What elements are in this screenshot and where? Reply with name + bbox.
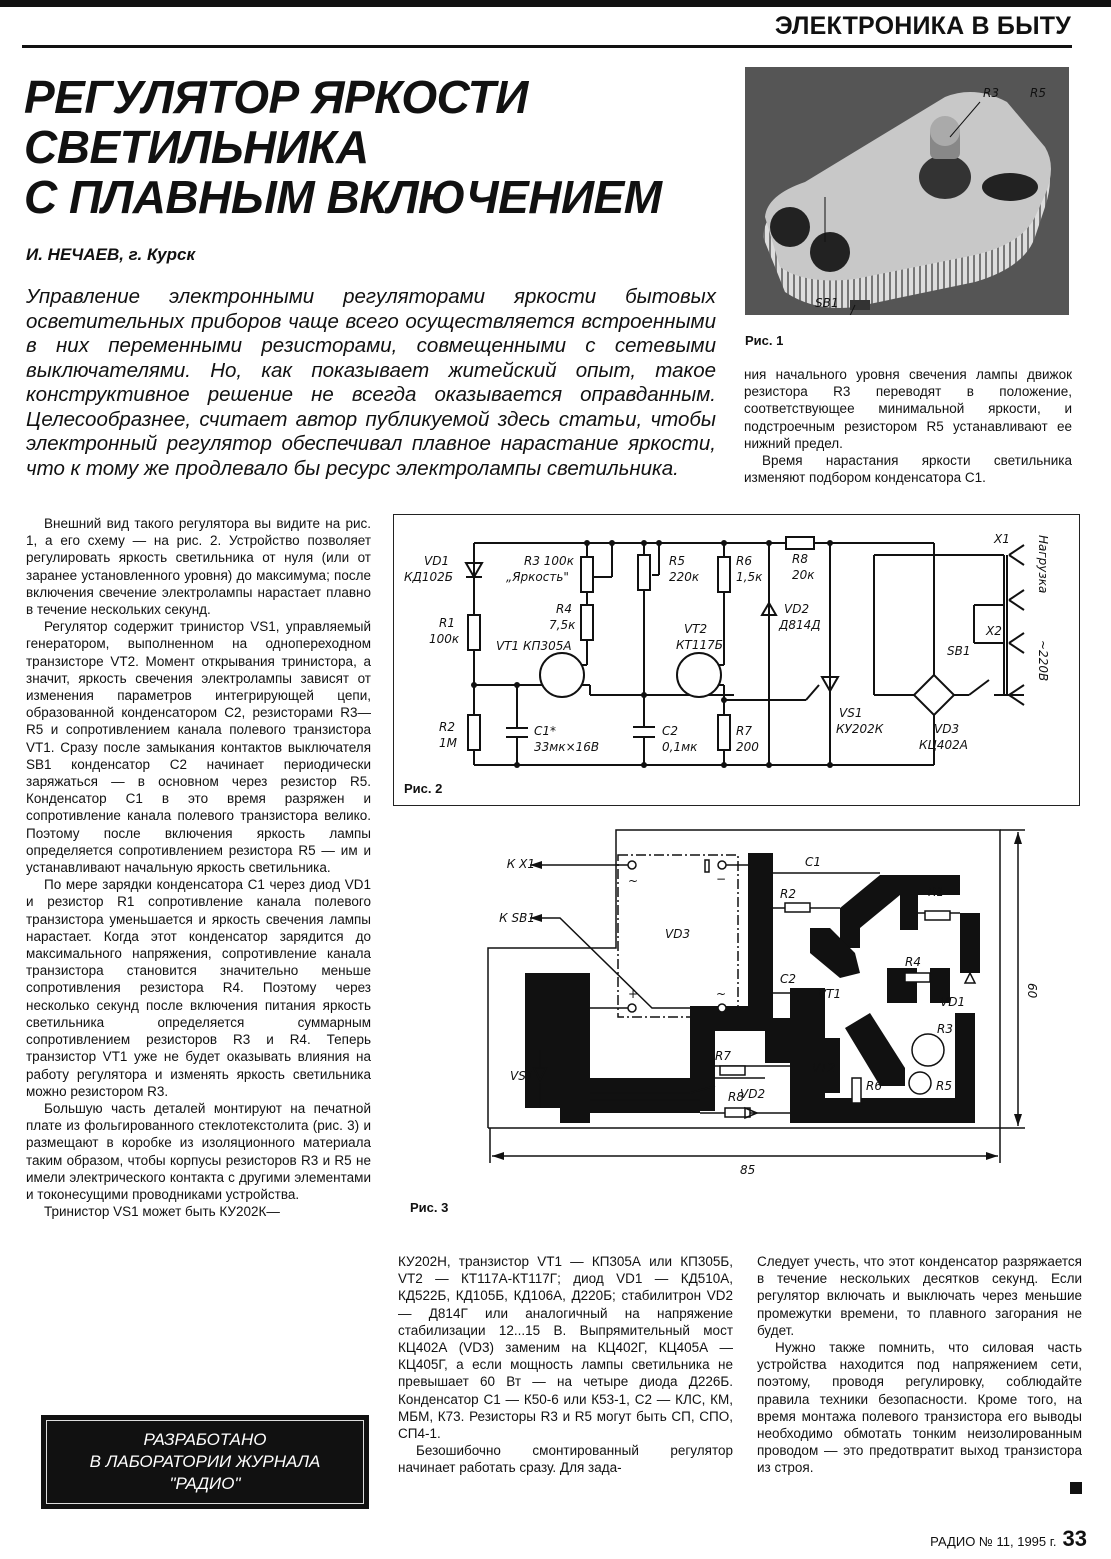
label-vt2-type: КТ117Б [676,638,723,652]
paragraph: Тринистор VS1 может быть КУ202К— [44,1204,280,1220]
paragraph: Безошибочно смонтированный регулятор начинает работать сразу. Для зада- [398,1443,733,1476]
device-photo [745,67,1069,315]
pcb-label-r3: R3 [937,1022,953,1036]
pcb-label-r5: R5 [936,1079,952,1093]
label-sb1: SB1 [947,644,971,658]
fig1-caption: Рис. 1 [745,333,784,348]
pcb-label-r4: R4 [905,955,921,969]
section-heading: ЭЛЕКТРОНИКА В БЫТУ [774,12,1071,40]
label-x1: X1 [994,532,1010,546]
paragraph: По мере зарядки конденсатора C1 через диод VD1 и резистор R1 сопротивление канала полевого транзистора уменьшается и яркость свечения лампы нарастает. Когда этот конденсатор зарядится до максимального напряжения, сопротивление канала транзистора становится значительно меньше сопротивления резистора R4. Поэтому через несколько секунд после включения питания яркость светильника определяется суммарным сопротивлением резисторов R3 и R4. Теперь транзистор VT1 уже не будет оказывать влияния на работу регулятора и изменять яркость светильника можно резистором R3. [26,877,371,1099]
left-column [26,515,371,1220]
resistor-r2-symbol [468,715,480,750]
label-vd1: VD1 [424,554,450,568]
header-rule [22,45,1072,48]
paragraph: Большую часть деталей монтируют на печатной плате из фольгированного стеклотекстолита (рис. 3) и размещают в коробке из изоляционного материала таким образом, чтобы корпусы резисторов R3 и R5 не имели электрического контакта с другими элементами и токонесущими проводниками устройства. [26,1100,371,1202]
fig3-caption: Рис. 3 [410,1200,449,1215]
paragraph: КУ202Н, транзистор VT1 — КП305А или КП305Б, VT2 — КТ117А-КТ117Г; диод VD1 — КД510А, КД522Б, КД105Б, КД106А, Д220Б; стабилитрон VD2 — Д814Г или аналогичный на напряжение стабилизации 12...15 В. Выпрямительный мост КЦ402А (VD3) заменим на КЦ402Г, КЦ405А — КЦ405Г, а если мощность лампы светильника не превышает 60 Вт — на четыре диода Д226Б. Конденсатор C1 — К50-6 или К53-1, C2 — КЛС, КМ, МБМ, К73. Резисторы R3 и R5 могут быть СП, СПО, СП4-1. [398,1254,733,1442]
label-r5: R5 [669,554,685,568]
pcb-label-vs1: VS1 [510,1069,534,1083]
resistor-r7-symbol [718,715,730,750]
transistor-vt2-symbol [677,653,721,697]
resistor-r4-symbol [581,605,593,640]
pcb-label-vt2: VT2 [812,1061,836,1075]
page-number: 33 [1062,1526,1087,1551]
label-r2: R2 [439,720,455,734]
trimmer-r5-symbol [638,555,650,590]
pcb-layout [400,828,1040,1228]
bridge-vd3-symbol [914,675,954,715]
paragraph: Следует учесть, что этот конденсатор разряжается в течение нескольких десятков секунд. Если регулятор включать и выключать через меньшие промежутки времени, то плавного загорания не будет. [757,1254,1082,1338]
label-r3-name: „Яркость" [506,570,569,584]
label-r4: R4 [556,602,572,616]
pcb-drawing [400,828,1040,1228]
right-column [757,1253,1082,1477]
article-title [24,72,724,222]
pcb-label-vt1: VT1 [818,987,842,1001]
label-c1: C1* [534,724,557,738]
label-vs1-type: КУ202К [836,722,884,736]
label-mains: ~220В [1036,640,1050,682]
pcb-r7 [720,1066,745,1075]
label-r1-value: 100к [429,632,460,646]
photo-label-r5: R5 [1030,86,1046,100]
pcb-label-ac2: ~ [716,987,727,1001]
connector-symbols [1009,545,1024,705]
label-vd2: VD2 [784,602,810,616]
label-vt2: VT2 [684,622,708,636]
pcb-r1 [925,911,950,920]
top-bar [0,0,1111,7]
pcb-r5 [909,1072,931,1094]
photo-label-sb1: SB1 [815,296,839,310]
schematic-drawing [394,515,1079,805]
pcb-label-vd1: VD1 [940,995,966,1009]
pcb-label-plus: + [628,987,639,1001]
resistor-r8-symbol [786,537,814,549]
resistor-r1-symbol [468,615,480,650]
lab-badge [42,1416,368,1508]
label-r6-value: 1,5к [736,570,763,584]
circuit-schematic [393,514,1080,806]
potentiometer-r3-symbol [581,557,593,592]
label-r7-value: 200 [736,740,759,754]
label-r8-value: 20к [792,568,815,582]
end-of-article-mark [1070,1482,1082,1494]
pcb-label-ac1: ~ [628,874,639,888]
transistor-vt1-symbol [540,653,584,697]
pcb-label-kx1: К X1 [506,857,535,871]
pcb-label-vd2: VD2 [740,1087,766,1101]
pcb-r8 [725,1108,750,1117]
lead-paragraph: Управление электронными регуляторами яркости бытовых осветительных приборов чаще всего осуществляется встроенными в них переменными резисторами, совмещенными с сетевыми выключателями. Но, как показывает житейский опыт, такое конструктивное решение не всегда оказывается оправданным. Целесообразнее, считает автор публикуемой здесь статьи, чтобы электронный регулятор обеспечивал плавное нарастание яркости, что к тому же продлевало бы ресурс электролампы светильника. [26,285,716,480]
badge-line: РАЗРАБОТАНО [143,1430,267,1449]
paragraph: Время нарастания яркости светильника изменяют подбором конденсатора C1. [744,453,1072,486]
title-line: СВЕТИЛЬНИКА [24,121,369,173]
label-vd3-type: КЦ402А [919,738,968,752]
pcb-label-minus: − [716,872,727,886]
right-top-column [744,366,1072,486]
paragraph: Регулятор содержит тринистор VS1, управляемый генератором, выполненном на однопереходном транзисторе VT2. Момент открывания тринистора, а значит, яркость свечения электролампы зависят от изменения параметров интегрирующей цепи, образованной конденсатором C2, резисторами R3—R5 и сопротивлением канала полевого транзистора VT1. Сразу после замыкания контактов выключателя SB1 конденсатор C2 начинает периодически заряжаться — в основном через резистор R5. Конденсатор C1 в это время разряжен и сопротивление канала полевого транзистора велико. Поэтому после включения яркость лампы определяется сопротивлением резистора R5 — им и устанавливают начальную яркость светильника. [26,619,371,876]
pcb-label-c1: C1 [805,855,822,869]
label-vt1: VT1 КП305А [496,639,572,653]
label-vd2-type: Д814Д [779,618,821,632]
label-vs1: VS1 [839,706,863,720]
label-x2: X2 [986,624,1002,638]
badge-line: "РАДИО" [169,1474,241,1493]
photo-label-r3: R3 [983,86,999,100]
journal-issue: РАДИО № 11, 1995 г. [930,1534,1057,1549]
label-r5-value: 220к [669,570,700,584]
paragraph: ния начального уровня свечения лампы движок резистора R3 переводят в положение, соответствующее минимальной яркости, и подстроечным резистором R5 устанавливают ее нижний предел. [744,367,1072,451]
pcb-label-r8: R8 [728,1090,744,1104]
middle-column [398,1253,733,1477]
label-vd3: VD3 [934,722,960,736]
pcb-r4 [905,973,930,982]
pcb-label-vd3: VD3 [665,927,691,941]
pcb-label-c2: C2 [780,972,797,986]
label-r4-value: 7,5к [549,618,576,632]
pcb-dimension-width: 85 [740,1163,756,1177]
pcb-r3 [912,1034,944,1066]
pcb-label-r6: R6 [866,1079,882,1093]
label-r1: R1 [439,616,455,630]
label-r7: R7 [736,724,752,738]
pcb-label-r7: R7 [715,1049,731,1063]
label-c1-value: 33мк×16В [534,740,600,754]
badge-line: В ЛАБОРАТОРИИ ЖУРНАЛА [89,1452,321,1471]
pcb-label-r1: R1 [928,885,944,899]
pcb-label-ksb1: К SB1 [499,911,535,925]
title-line: РЕГУЛЯТОР ЯРКОСТИ [24,71,528,123]
label-r3: R3 100к [524,554,574,568]
label-r2-value: 1М [439,736,457,750]
label-vd1-type: КД102Б [404,570,454,584]
label-r8: R8 [792,552,808,566]
author-line: И. НЕЧАЕВ, г. Курск [26,245,196,264]
resistor-r6-symbol [718,557,730,592]
label-load: Нагрузка [1036,535,1050,594]
label-c2: C2 [662,724,679,738]
pcb-label-r2: R2 [780,887,796,901]
paragraph: Внешний вид такого регулятора вы видите на рис. 1, а его схему — на рис. 2. Устройство позволяет регулировать яркость светильника от нуля (или от заранее установленного уровня) до максимума; после включения свечение электролампы нарастает плавно в течение нескольких секунд. [26,516,371,618]
pcb-dimension-height: 60 [1025,983,1039,999]
device-photo-drawing [745,67,1069,315]
pcb-r2 [785,903,810,912]
pcb-c1 [705,860,709,872]
label-r6: R6 [736,554,752,568]
paragraph: Нужно также помнить, что силовая часть устройства находится под напряжением сети, поэтому, проводя регулировку, соблюдайте правила техники безопасности. Кроме того, на время монтажа полевого транзистора его выводы необходимо обмотать тонким неизолированным проводом — это предотвратит выход транзистора из строя. [757,1340,1082,1476]
pcb-vd1 [965,973,975,983]
pcb-r6 [852,1078,861,1103]
label-c2-value: 0,1мк [662,740,698,754]
page-footer [930,1526,1087,1552]
title-line: С ПЛАВНЫМ ВКЛЮЧЕНИЕМ [24,171,662,223]
fig2-caption: Рис. 2 [404,781,443,796]
